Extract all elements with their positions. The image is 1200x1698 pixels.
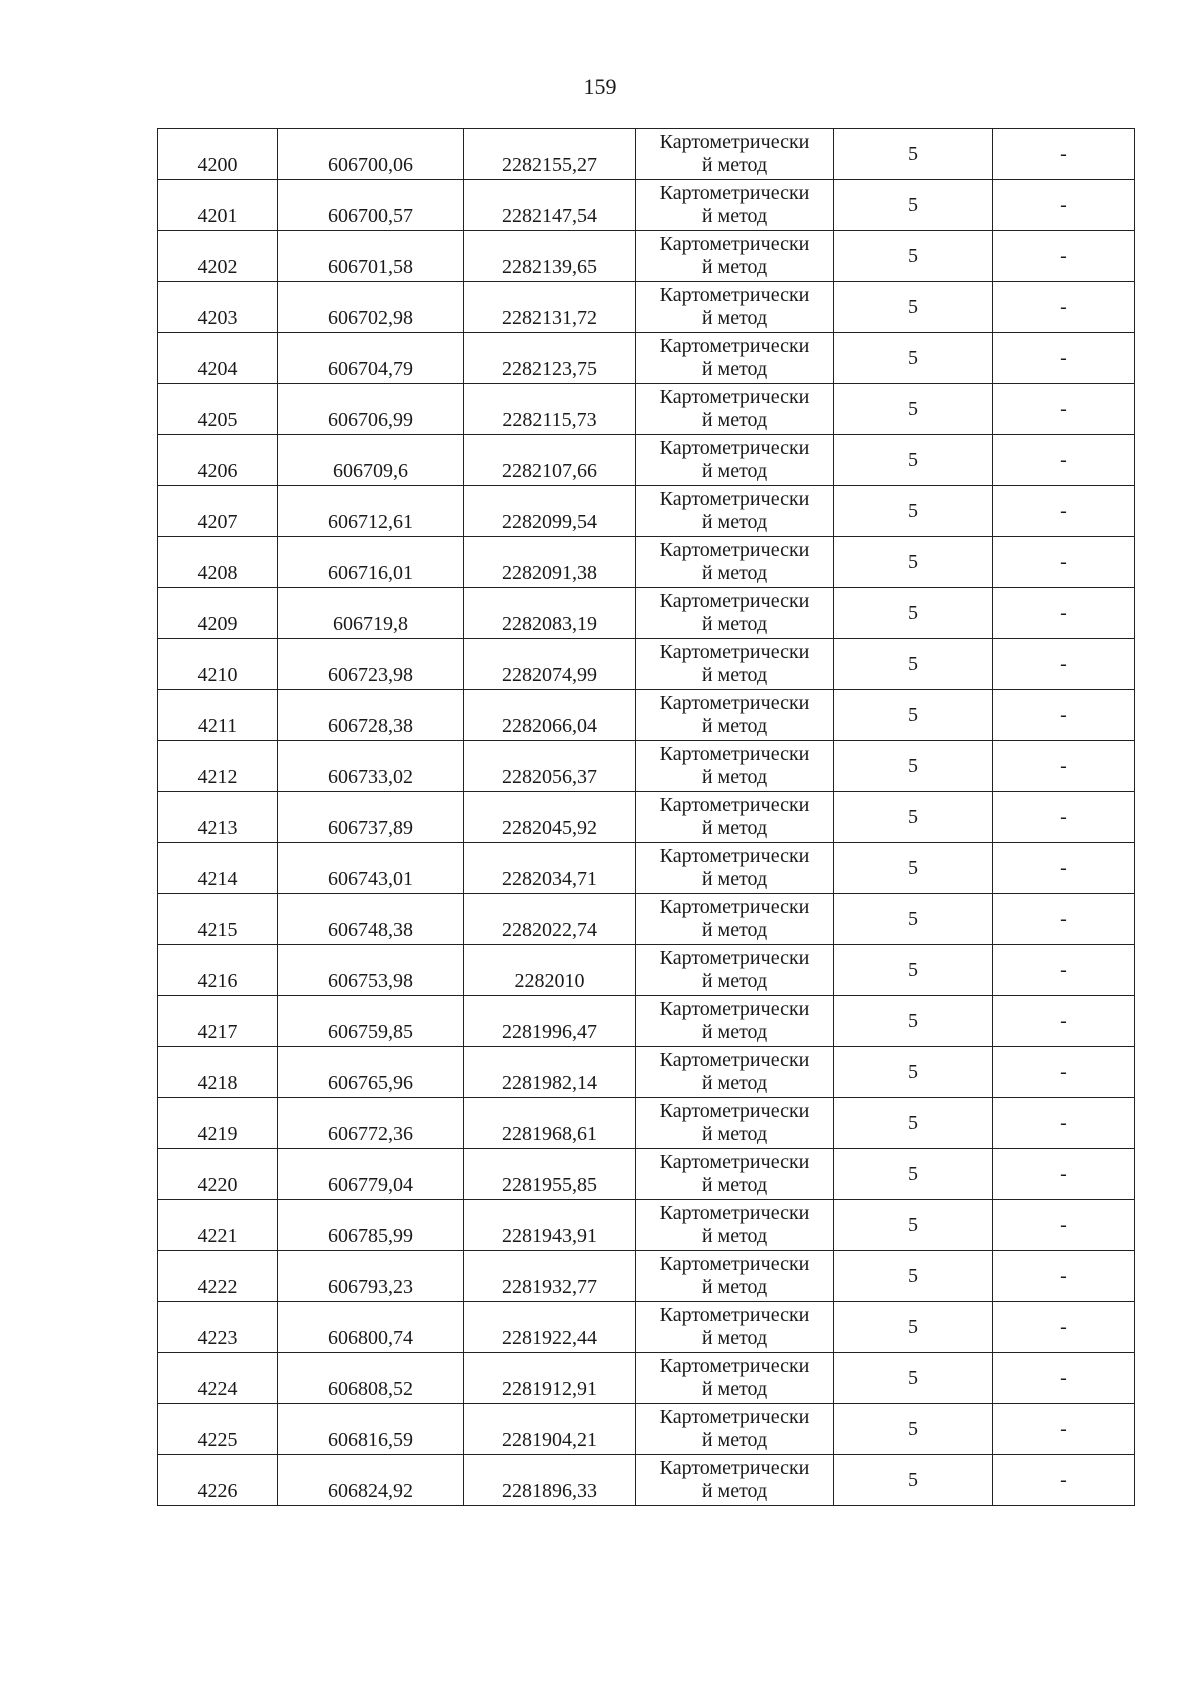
table-body [158, 129, 1135, 1506]
method-line-2: й метод [701, 919, 768, 941]
note-cell: - [993, 1455, 1135, 1506]
y-coordinate-cell: 2282147,54 [464, 180, 636, 231]
table-row [158, 1251, 1135, 1302]
x-coordinate-cell: 606712,61 [278, 486, 464, 537]
x-coordinate-cell: 606701,58 [278, 231, 464, 282]
method-line-2: й метод [701, 409, 768, 431]
method-line-1: Картометрически [659, 233, 810, 255]
method-line-2: й метод [701, 1123, 768, 1145]
note-cell: - [993, 129, 1135, 180]
y-coordinate-cell: 2282083,19 [464, 588, 636, 639]
note-cell: - [993, 1200, 1135, 1251]
table-row [158, 792, 1135, 843]
point-number-cell: 4201 [158, 180, 278, 231]
method-line-1: Картометрически [659, 437, 810, 459]
table-row [158, 639, 1135, 690]
note-cell: - [993, 180, 1135, 231]
note-cell: - [993, 282, 1135, 333]
x-coordinate-cell: 606719,8 [278, 588, 464, 639]
accuracy-cell: 5 [834, 486, 993, 537]
method-cell [636, 129, 834, 180]
method-line-1: Картометрически [659, 947, 810, 969]
accuracy-cell: 5 [834, 1098, 993, 1149]
accuracy-cell: 5 [834, 1302, 993, 1353]
note-cell: - [993, 588, 1135, 639]
note-cell: - [993, 1149, 1135, 1200]
note-cell: - [993, 1098, 1135, 1149]
table-row [158, 282, 1135, 333]
y-coordinate-cell: 2281996,47 [464, 996, 636, 1047]
x-coordinate-cell: 606706,99 [278, 384, 464, 435]
point-number-cell: 4207 [158, 486, 278, 537]
table-row [158, 333, 1135, 384]
method-line-2: й метод [701, 1378, 768, 1400]
accuracy-cell: 5 [834, 1404, 993, 1455]
y-coordinate-cell: 2281932,77 [464, 1251, 636, 1302]
point-number-cell: 4202 [158, 231, 278, 282]
x-coordinate-cell: 606793,23 [278, 1251, 464, 1302]
method-cell [636, 741, 834, 792]
note-cell: - [993, 1251, 1135, 1302]
table-row [158, 588, 1135, 639]
method-line-2: й метод [701, 358, 768, 380]
table-row [158, 1302, 1135, 1353]
method-line-1: Картометрически [659, 335, 810, 357]
method-line-2: й метод [701, 1480, 768, 1502]
note-cell: - [993, 690, 1135, 741]
method-line-1: Картометрически [659, 590, 810, 612]
table-row [158, 1404, 1135, 1455]
y-coordinate-cell: 2282099,54 [464, 486, 636, 537]
method-line-1: Картометрически [659, 1100, 810, 1122]
y-coordinate-cell: 2281912,91 [464, 1353, 636, 1404]
x-coordinate-cell: 606759,85 [278, 996, 464, 1047]
note-cell: - [993, 639, 1135, 690]
accuracy-cell: 5 [834, 333, 993, 384]
y-coordinate-cell: 2282022,74 [464, 894, 636, 945]
point-number-cell: 4205 [158, 384, 278, 435]
method-line-2: й метод [701, 1225, 768, 1247]
y-coordinate-cell: 2282066,04 [464, 690, 636, 741]
method-line-1: Картометрически [659, 182, 810, 204]
point-number-cell: 4226 [158, 1455, 278, 1506]
y-coordinate-cell: 2281922,44 [464, 1302, 636, 1353]
accuracy-cell: 5 [834, 1149, 993, 1200]
x-coordinate-cell: 606800,74 [278, 1302, 464, 1353]
accuracy-cell: 5 [834, 1047, 993, 1098]
method-cell [636, 1200, 834, 1251]
method-line-2: й метод [701, 868, 768, 890]
x-coordinate-cell: 606700,06 [278, 129, 464, 180]
table-row [158, 945, 1135, 996]
point-number-cell: 4219 [158, 1098, 278, 1149]
y-coordinate-cell: 2281955,85 [464, 1149, 636, 1200]
accuracy-cell: 5 [834, 1200, 993, 1251]
accuracy-cell: 5 [834, 1455, 993, 1506]
point-number-cell: 4213 [158, 792, 278, 843]
point-number-cell: 4209 [158, 588, 278, 639]
point-number-cell: 4221 [158, 1200, 278, 1251]
method-cell [636, 1047, 834, 1098]
method-cell [636, 333, 834, 384]
table-row [158, 894, 1135, 945]
accuracy-cell: 5 [834, 282, 993, 333]
x-coordinate-cell: 606785,99 [278, 1200, 464, 1251]
method-line-1: Картометрически [659, 131, 810, 153]
y-coordinate-cell: 2282139,65 [464, 231, 636, 282]
point-number-cell: 4217 [158, 996, 278, 1047]
method-cell [636, 1455, 834, 1506]
note-cell: - [993, 1047, 1135, 1098]
y-coordinate-cell: 2282091,38 [464, 537, 636, 588]
point-number-cell: 4223 [158, 1302, 278, 1353]
y-coordinate-cell: 2282056,37 [464, 741, 636, 792]
y-coordinate-cell: 2281982,14 [464, 1047, 636, 1098]
table-row [158, 486, 1135, 537]
method-cell [636, 1149, 834, 1200]
note-cell: - [993, 1302, 1135, 1353]
y-coordinate-cell: 2282155,27 [464, 129, 636, 180]
table-row [158, 1149, 1135, 1200]
method-line-1: Картометрически [659, 386, 810, 408]
table-row [158, 1353, 1135, 1404]
page-number: 159 [583, 74, 617, 99]
method-cell [636, 282, 834, 333]
accuracy-cell: 5 [834, 537, 993, 588]
x-coordinate-cell: 606779,04 [278, 1149, 464, 1200]
table-row [158, 231, 1135, 282]
x-coordinate-cell: 606824,92 [278, 1455, 464, 1506]
method-cell [636, 792, 834, 843]
method-cell [636, 384, 834, 435]
method-cell [636, 1353, 834, 1404]
table-row [158, 1098, 1135, 1149]
point-number-cell: 4206 [158, 435, 278, 486]
note-cell: - [993, 1404, 1135, 1455]
method-line-1: Картометрически [659, 641, 810, 663]
accuracy-cell: 5 [834, 945, 993, 996]
accuracy-cell: 5 [834, 588, 993, 639]
method-line-1: Картометрически [659, 1406, 810, 1428]
method-line-2: й метод [701, 1174, 768, 1196]
accuracy-cell: 5 [834, 435, 993, 486]
method-line-2: й метод [701, 970, 768, 992]
note-cell: - [993, 894, 1135, 945]
method-cell [636, 231, 834, 282]
point-number-cell: 4225 [158, 1404, 278, 1455]
method-line-2: й метод [701, 613, 768, 635]
table-row [158, 180, 1135, 231]
x-coordinate-cell: 606816,59 [278, 1404, 464, 1455]
method-cell [636, 996, 834, 1047]
point-number-cell: 4218 [158, 1047, 278, 1098]
y-coordinate-cell: 2282107,66 [464, 435, 636, 486]
x-coordinate-cell: 606709,6 [278, 435, 464, 486]
point-number-cell: 4204 [158, 333, 278, 384]
method-cell [636, 1251, 834, 1302]
y-coordinate-cell: 2282010 [464, 945, 636, 996]
accuracy-cell: 5 [834, 639, 993, 690]
method-line-2: й метод [701, 817, 768, 839]
accuracy-cell: 5 [834, 1353, 993, 1404]
point-number-cell: 4211 [158, 690, 278, 741]
x-coordinate-cell: 606765,96 [278, 1047, 464, 1098]
note-cell: - [993, 537, 1135, 588]
method-line-1: Картометрически [659, 1253, 810, 1275]
table-row [158, 129, 1135, 180]
x-coordinate-cell: 606704,79 [278, 333, 464, 384]
method-line-1: Картометрически [659, 488, 810, 510]
table-row [158, 384, 1135, 435]
method-cell [636, 1098, 834, 1149]
point-number-cell: 4212 [158, 741, 278, 792]
table-row [158, 1047, 1135, 1098]
method-line-1: Картометрически [659, 692, 810, 714]
method-cell [636, 1404, 834, 1455]
method-cell [636, 435, 834, 486]
point-number-cell: 4203 [158, 282, 278, 333]
method-line-2: й метод [701, 307, 768, 329]
method-cell [636, 843, 834, 894]
note-cell: - [993, 1353, 1135, 1404]
point-number-cell: 4208 [158, 537, 278, 588]
method-cell [636, 588, 834, 639]
table-row [158, 537, 1135, 588]
method-line-1: Картометрически [659, 896, 810, 918]
y-coordinate-cell: 2282123,75 [464, 333, 636, 384]
method-line-1: Картометрически [659, 1049, 810, 1071]
x-coordinate-cell: 606716,01 [278, 537, 464, 588]
y-coordinate-cell: 2282131,72 [464, 282, 636, 333]
point-number-cell: 4222 [158, 1251, 278, 1302]
method-line-2: й метод [701, 562, 768, 584]
method-line-2: й метод [701, 664, 768, 686]
method-line-2: й метод [701, 1021, 768, 1043]
table-row [158, 996, 1135, 1047]
method-line-1: Картометрически [659, 539, 810, 561]
y-coordinate-cell: 2282045,92 [464, 792, 636, 843]
x-coordinate-cell: 606753,98 [278, 945, 464, 996]
method-cell [636, 1302, 834, 1353]
method-cell [636, 894, 834, 945]
y-coordinate-cell: 2281896,33 [464, 1455, 636, 1506]
accuracy-cell: 5 [834, 1251, 993, 1302]
table-row [158, 741, 1135, 792]
note-cell: - [993, 231, 1135, 282]
note-cell: - [993, 996, 1135, 1047]
method-line-2: й метод [701, 1327, 768, 1349]
method-line-2: й метод [701, 1429, 768, 1451]
accuracy-cell: 5 [834, 231, 993, 282]
point-number-cell: 4216 [158, 945, 278, 996]
note-cell: - [993, 486, 1135, 537]
method-line-1: Картометрически [659, 794, 810, 816]
method-cell [636, 639, 834, 690]
method-line-2: й метод [701, 460, 768, 482]
x-coordinate-cell: 606808,52 [278, 1353, 464, 1404]
x-coordinate-cell: 606743,01 [278, 843, 464, 894]
method-line-2: й метод [701, 154, 768, 176]
note-cell: - [993, 333, 1135, 384]
method-line-1: Картометрически [659, 1355, 810, 1377]
x-coordinate-cell: 606748,38 [278, 894, 464, 945]
method-line-2: й метод [701, 766, 768, 788]
method-line-2: й метод [701, 256, 768, 278]
method-cell [636, 537, 834, 588]
method-cell [636, 690, 834, 741]
table-row [158, 1455, 1135, 1506]
method-line-2: й метод [701, 715, 768, 737]
method-line-1: Картометрически [659, 1457, 810, 1479]
x-coordinate-cell: 606772,36 [278, 1098, 464, 1149]
method-line-2: й метод [701, 205, 768, 227]
method-line-1: Картометрически [659, 743, 810, 765]
note-cell: - [993, 792, 1135, 843]
point-number-cell: 4220 [158, 1149, 278, 1200]
x-coordinate-cell: 606737,89 [278, 792, 464, 843]
y-coordinate-cell: 2281968,61 [464, 1098, 636, 1149]
y-coordinate-cell: 2281904,21 [464, 1404, 636, 1455]
accuracy-cell: 5 [834, 996, 993, 1047]
accuracy-cell: 5 [834, 894, 993, 945]
table-row [158, 435, 1135, 486]
y-coordinate-cell: 2282034,71 [464, 843, 636, 894]
method-line-1: Картометрически [659, 284, 810, 306]
accuracy-cell: 5 [834, 792, 993, 843]
x-coordinate-cell: 606700,57 [278, 180, 464, 231]
accuracy-cell: 5 [834, 690, 993, 741]
accuracy-cell: 5 [834, 384, 993, 435]
y-coordinate-cell: 2282115,73 [464, 384, 636, 435]
method-cell [636, 486, 834, 537]
accuracy-cell: 5 [834, 180, 993, 231]
method-cell [636, 180, 834, 231]
note-cell: - [993, 384, 1135, 435]
point-number-cell: 4200 [158, 129, 278, 180]
table-row [158, 690, 1135, 741]
point-number-cell: 4214 [158, 843, 278, 894]
y-coordinate-cell: 2281943,91 [464, 1200, 636, 1251]
note-cell: - [993, 945, 1135, 996]
method-line-1: Картометрически [659, 1304, 810, 1326]
point-number-cell: 4224 [158, 1353, 278, 1404]
accuracy-cell: 5 [834, 129, 993, 180]
method-line-1: Картометрически [659, 845, 810, 867]
x-coordinate-cell: 606723,98 [278, 639, 464, 690]
y-coordinate-cell: 2282074,99 [464, 639, 636, 690]
method-line-2: й метод [701, 1072, 768, 1094]
note-cell: - [993, 843, 1135, 894]
x-coordinate-cell: 606728,38 [278, 690, 464, 741]
accuracy-cell: 5 [834, 843, 993, 894]
x-coordinate-cell: 606702,98 [278, 282, 464, 333]
accuracy-cell: 5 [834, 741, 993, 792]
note-cell: - [993, 435, 1135, 486]
point-number-cell: 4210 [158, 639, 278, 690]
x-coordinate-cell: 606733,02 [278, 741, 464, 792]
method-line-2: й метод [701, 511, 768, 533]
note-cell: - [993, 741, 1135, 792]
table-row [158, 843, 1135, 894]
method-line-1: Картометрически [659, 998, 810, 1020]
method-line-1: Картометрически [659, 1151, 810, 1173]
method-line-2: й метод [701, 1276, 768, 1298]
coordinates-table [157, 128, 1135, 1506]
method-cell [636, 945, 834, 996]
method-line-1: Картометрически [659, 1202, 810, 1224]
point-number-cell: 4215 [158, 894, 278, 945]
table-row [158, 1200, 1135, 1251]
